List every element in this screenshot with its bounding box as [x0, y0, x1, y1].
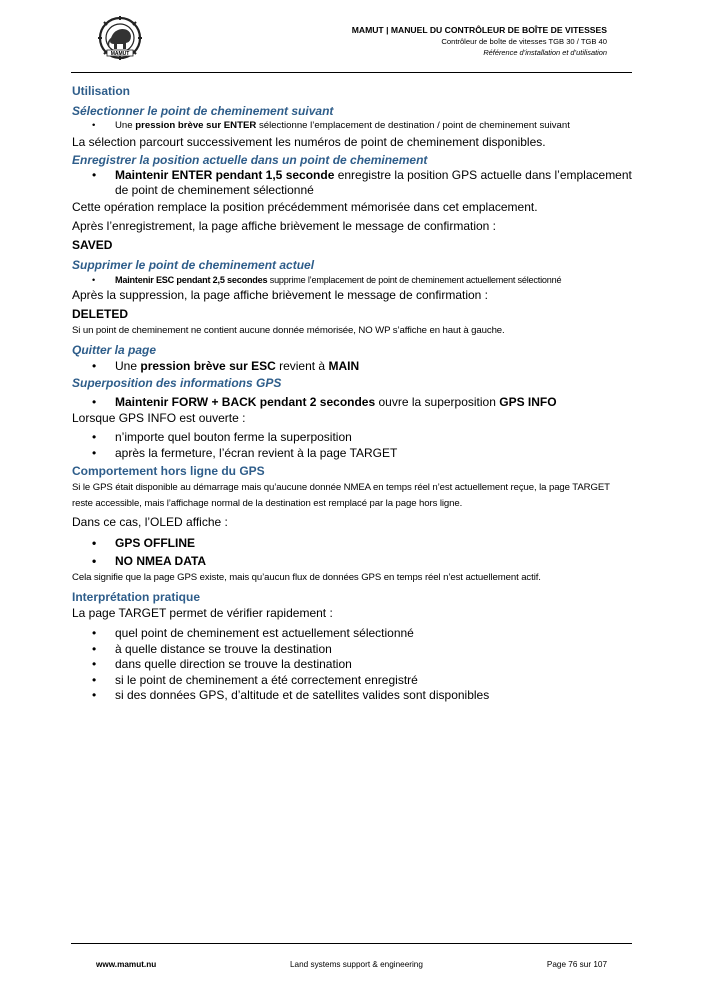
list-item: • Maintenir FORW + BACK pendant 2 secondes ouvre la superposition GPS INFO — [72, 394, 632, 410]
practical-note: La page TARGET permet de vérifier rapidement : — [72, 606, 333, 620]
list-item: • Maintenir ESC pendant 2,5 secondes supprime l’emplacement de point de cheminement actuellement sélectionné — [72, 273, 632, 287]
list-item: • Maintenir ENTER pendant 1,5 seconde enregistre la position GPS actuelle dans l’emplacement de point de cheminement sélectionné — [72, 168, 632, 198]
list-item: • Une pression brève sur ESC revient à MAIN — [72, 358, 632, 374]
header-divider — [71, 72, 632, 73]
list-item: • si le point de cheminement a été correctement enregistré — [72, 672, 632, 688]
section-heading-utilisation: Utilisation — [72, 84, 131, 98]
page-header — [352, 24, 607, 58]
subheading-save-waypoint: Enregistrer la position actuelle dans un point de cheminement — [72, 153, 428, 167]
gps-overlay-behaviour-list — [72, 429, 632, 461]
manual-title: MAMUT | MANUEL DU CONTRÔLEUR DE BOÎTE DE VITESSES — [351, 25, 607, 35]
page-content — [72, 82, 632, 703]
gps-offline-paragraph: Si le GPS était disponible au démarrage mais qu’aucune donnée NMEA en temps réel n’est actuellement reçue, la page TARGET reste accessible, mais l’affichage normal de la destination est remplacé par la page hors ligne. — [72, 482, 610, 509]
delete-waypoint-list — [72, 273, 632, 287]
subheading-next-waypoint: Sélectionner le point de cheminement suivant — [72, 104, 334, 118]
quit-page-list — [72, 358, 632, 374]
subheading-gps-overlay: Superposition des informations GPS — [72, 376, 282, 390]
save-note-confirmation: Après l’enregistrement, la page affiche brièvement le message de confirmation : — [72, 219, 497, 233]
footer-website: www.mamut.nu — [96, 960, 157, 969]
next-waypoint-list — [72, 119, 632, 133]
delete-note-confirmation: Après la suppression, la page affiche brièvement le message de confirmation : — [72, 288, 489, 302]
no-wp-note: Si un point de cheminement ne contient aucune donnée mémorisée, NO WP s’affiche en haut à gauche. — [72, 325, 505, 336]
manual-subtitle: Contrôleur de boîte de vitesses TGB 30 / TGB 40 — [441, 37, 607, 46]
list-item: • NO NMEA DATA — [72, 553, 632, 569]
gps-overlay-list — [72, 394, 632, 410]
list-item: • quel point de cheminement est actuellement sélectionné — [72, 625, 632, 641]
practical-list — [72, 625, 632, 703]
footer-divider — [71, 943, 632, 944]
list-item: • après la fermeture, l’écran revient à la page TARGET — [72, 445, 632, 461]
section-heading-gps-offline: Comportement hors ligne du GPS — [72, 464, 265, 478]
gps-overlay-note: Lorsque GPS INFO est ouverte : — [72, 411, 246, 425]
manual-doc-type: Référence d’installation et d’utilisation — [483, 48, 607, 57]
list-item: • n’importe quel bouton ferme la superposition — [72, 429, 632, 445]
section-heading-practical: Interprétation pratique — [72, 590, 201, 604]
deleted-message: DELETED — [72, 307, 129, 321]
save-note-replace: Cette opération remplace la position précédemment mémorisée dans cet emplacement. — [72, 200, 538, 214]
list-item: • dans quelle direction se trouve la destination — [72, 657, 632, 672]
gps-offline-note: Dans ce cas, l’OLED affiche : — [72, 515, 228, 529]
list-item: • si des données GPS, d’altitude et de satellites valides sont disponibles — [72, 688, 632, 703]
list-item: • Une pression brève sur ENTER sélectionne l’emplacement de destination / point de cheminement suivant — [72, 119, 632, 133]
list-item: • GPS OFFLINE — [72, 535, 632, 551]
save-waypoint-list — [72, 168, 632, 198]
footer-page-number: Page 76 sur 107 — [546, 960, 607, 969]
mamut-logo — [95, 16, 145, 62]
footer-tagline: Land systems support & engineering — [290, 960, 423, 969]
gps-offline-tail: Cela signifie que la page GPS existe, mais qu’aucun flux de données GPS en temps réel n’est actuellement actif. — [72, 572, 541, 583]
list-item: • à quelle distance se trouve la destination — [72, 641, 632, 657]
saved-message: SAVED — [72, 238, 113, 252]
subheading-delete-waypoint: Supprimer le point de cheminement actuel — [72, 258, 315, 272]
svg-text:MAMUT: MAMUT — [110, 51, 130, 57]
gps-offline-messages — [72, 535, 632, 569]
next-waypoint-note: La sélection parcourt successivement les numéros de point de cheminement disponibles. — [72, 135, 546, 149]
subheading-quit-page: Quitter la page — [72, 343, 157, 357]
